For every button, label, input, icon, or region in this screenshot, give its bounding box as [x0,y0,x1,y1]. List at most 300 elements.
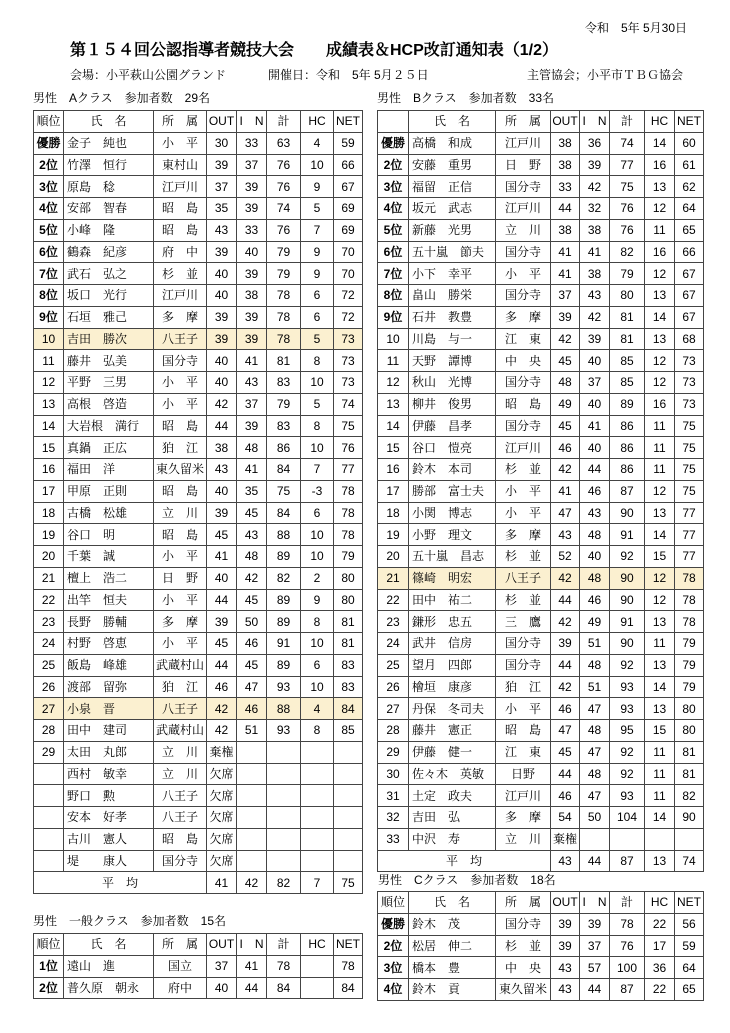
name-cell: 鈴木 本司 [409,459,496,481]
result-row [34,611,363,633]
net-score-cell: 77 [334,459,363,481]
in-score-cell: 37 [237,154,267,176]
name-cell: 川島 与一 [409,328,496,350]
affiliation-cell: 江戸川 [496,132,551,154]
affiliation-cell: 立 川 [154,763,207,785]
rank-cell: 27 [34,698,64,720]
header-row [34,111,363,133]
affiliation-cell: 江戸川 [496,785,551,807]
total-score-cell: 78 [267,955,301,977]
in-score-cell: 44 [580,459,610,481]
rank-cell: 2位 [34,977,64,999]
hc-cell: 11 [645,219,675,241]
net-score-cell: 76 [334,437,363,459]
total-score-cell: 95 [610,720,645,742]
hc-header: HC [645,111,675,133]
result-row [34,393,363,415]
affiliation-cell: 昭 島 [154,480,207,502]
total-header: 計 [610,111,645,133]
in-score-cell: 32 [580,198,610,220]
hc-cell: 10 [301,154,334,176]
hc-cell: 16 [645,241,675,263]
hc-cell: 15 [645,546,675,568]
name-cell: 普久原 朝永 [64,977,154,999]
in-score-cell: 39 [237,263,267,285]
rank-cell: 8位 [378,285,409,307]
affiliation-cell: 小 平 [154,372,207,394]
out-score-cell: 44 [207,589,237,611]
affiliation-cell: 八王子 [154,328,207,350]
name-cell: 平野 三男 [64,372,154,394]
result-row [378,676,704,698]
name-cell: 畠山 勝栄 [409,285,496,307]
affiliation-cell: 日 野 [154,567,207,589]
affiliation-cell: 日 野 [496,154,551,176]
in-score-cell: 39 [237,198,267,220]
net-score-cell [334,828,363,850]
in-score-cell: 43 [580,502,610,524]
in-score-cell: 44 [237,977,267,999]
total-score-cell: 90 [610,633,645,655]
name-header: 氏 名 [409,892,496,914]
name-cell: 小峰 隆 [64,219,154,241]
result-row [378,763,704,785]
in-score-cell: 39 [237,306,267,328]
out-score-cell: 46 [551,785,580,807]
name-cell: 金子 純也 [64,132,154,154]
rank-cell: 11 [34,350,64,372]
net-score-cell: 75 [675,480,704,502]
net-score-cell: 73 [334,328,363,350]
hc-cell: 11 [645,437,675,459]
result-row [378,241,704,263]
total-score-cell: 93 [267,676,301,698]
in-score-cell: 48 [580,763,610,785]
hc-cell [301,850,334,872]
class-b-caption: 男性 Bクラス 参加者数 33名 [377,91,554,105]
out-score-cell: 43 [207,459,237,481]
net-score-cell: 90 [675,807,704,829]
hc-cell: 14 [645,524,675,546]
total-score-cell: 81 [610,328,645,350]
result-row [378,372,704,394]
net-score-cell: 70 [334,241,363,263]
average-in: 42 [237,872,267,894]
in-score-cell: 51 [580,676,610,698]
result-row [378,567,704,589]
total-score-cell: 78 [610,913,645,935]
hc-cell: 8 [301,415,334,437]
in-score-cell: 35 [237,480,267,502]
out-score-cell: 42 [551,328,580,350]
affiliation-cell: 小 平 [154,589,207,611]
out-score-cell: 44 [551,198,580,220]
average-total: 87 [610,850,645,872]
name-cell: 小泉 晋 [64,698,154,720]
organizer: 主管協会；小平市ＴＢＧ協会 [527,68,684,82]
net-score-cell: 67 [334,176,363,198]
result-row [34,633,363,655]
in-score-cell [237,807,267,829]
rank-cell: 30 [378,763,409,785]
net-header: NET [334,111,363,133]
affiliation-cell: 昭 島 [496,393,551,415]
hc-cell: 14 [645,132,675,154]
in-score-cell: 43 [237,524,267,546]
name-cell: 橋本 豊 [409,957,496,979]
rank-cell: 5位 [378,219,409,241]
total-score-cell: 91 [610,611,645,633]
hc-cell: 7 [301,459,334,481]
out-score-cell: 44 [551,654,580,676]
result-row [34,955,363,977]
average-in: 44 [580,850,610,872]
rank-cell: 2位 [378,154,409,176]
name-cell: 福留 正信 [409,176,496,198]
hc-cell: 13 [645,176,675,198]
name-header: 氏 名 [409,111,496,133]
net-score-cell: 68 [675,328,704,350]
in-score-cell: 46 [580,589,610,611]
in-score-cell [237,763,267,785]
result-row [34,415,363,437]
out-score-cell: 42 [551,567,580,589]
net-score-cell: 81 [675,763,704,785]
name-cell: 西村 敏幸 [64,763,154,785]
in-header: I N [237,111,267,133]
name-cell: 吉田 勝次 [64,328,154,350]
out-score-cell: 40 [207,350,237,372]
out-score-cell: 46 [551,698,580,720]
out-score-cell: 棄権 [207,741,237,763]
hc-cell: 9 [301,176,334,198]
out-score-cell: 39 [207,328,237,350]
total-score-cell: 82 [610,241,645,263]
out-score-cell: 37 [207,955,237,977]
result-row [378,935,704,957]
name-cell: 望月 四郎 [409,654,496,676]
total-header: 計 [267,111,301,133]
rank-cell: 3位 [378,176,409,198]
out-score-cell: 39 [551,935,580,957]
rank-cell: 21 [378,567,409,589]
hc-cell: 6 [301,306,334,328]
hc-cell: 13 [645,654,675,676]
name-cell: 篠崎 明宏 [409,567,496,589]
out-score-cell: 33 [551,176,580,198]
out-score-cell: 棄権 [551,828,580,850]
total-score-cell: 78 [267,285,301,307]
rank-cell: 25 [378,654,409,676]
total-score-cell: 76 [610,219,645,241]
affiliation-cell: 国分寺 [154,850,207,872]
affiliation-cell: 江 東 [496,328,551,350]
out-score-cell: 39 [551,306,580,328]
result-row [378,589,704,611]
rank-cell: 10 [378,328,409,350]
result-row [34,741,363,763]
hc-cell: 12 [645,263,675,285]
rank-cell: 17 [378,480,409,502]
net-score-cell: 79 [675,676,704,698]
out-score-cell: 40 [207,372,237,394]
name-cell: 丹保 冬司夫 [409,698,496,720]
rank-cell: 7位 [34,263,64,285]
average-out: 43 [551,850,580,872]
hc-cell: 8 [301,611,334,633]
result-row [378,913,704,935]
rank-cell: 7位 [378,263,409,285]
hc-header: HC [645,892,675,914]
name-cell: 長野 勝輔 [64,611,154,633]
net-score-cell: 67 [675,306,704,328]
in-score-cell: 45 [237,502,267,524]
result-row [378,785,704,807]
result-row [34,132,363,154]
total-score-cell: 93 [610,676,645,698]
hc-cell: 12 [645,198,675,220]
result-row [378,957,704,979]
name-cell: 柳井 俊男 [409,393,496,415]
in-score-cell: 41 [237,459,267,481]
name-cell: 真鍋 正広 [64,437,154,459]
out-score-cell: 43 [551,979,580,1001]
name-cell: 甲原 正則 [64,480,154,502]
total-score-cell: 83 [267,372,301,394]
out-score-cell: 46 [551,437,580,459]
name-cell: 佐々木 英敏 [409,763,496,785]
in-score-cell: 39 [237,328,267,350]
rank-cell: 2位 [378,935,409,957]
page-title: 第１５４回公認指導者競技大会 成績表＆HCP改訂通知表（1/2） [70,42,559,59]
rank-cell: 18 [378,502,409,524]
net-score-cell: 80 [675,698,704,720]
rank-cell: 13 [34,393,64,415]
total-score-cell: 77 [610,154,645,176]
rank-cell: 24 [378,633,409,655]
out-score-cell: 48 [551,372,580,394]
average-row [34,872,363,894]
out-score-cell: 38 [551,132,580,154]
hc-cell: -3 [301,480,334,502]
result-row [34,459,363,481]
result-row [34,567,363,589]
result-row [34,154,363,176]
hc-cell: 13 [645,285,675,307]
class-b-results-table [377,110,704,872]
in-score-cell: 46 [580,480,610,502]
hc-cell: 10 [301,633,334,655]
in-score-cell: 38 [580,263,610,285]
hc-cell [301,977,334,999]
in-header: I N [580,892,610,914]
name-cell: 安本 好孝 [64,807,154,829]
rank-cell: 5位 [34,219,64,241]
out-score-cell: 40 [207,285,237,307]
total-score-cell [267,741,301,763]
rank-cell [34,828,64,850]
name-cell: 檀上 浩二 [64,567,154,589]
name-cell: 竹澤 恒行 [64,154,154,176]
out-score-cell: 38 [551,154,580,176]
rank-cell: 4位 [378,198,409,220]
net-score-cell: 61 [675,154,704,176]
net-score-cell: 78 [334,955,363,977]
net-score-cell: 80 [334,589,363,611]
hc-cell: 10 [301,372,334,394]
net-score-cell: 80 [334,567,363,589]
affiliation-cell: 小 平 [496,480,551,502]
class-a-caption: 男性 Aクラス 参加者数 29名 [33,91,210,105]
name-cell: 渡部 留弥 [64,676,154,698]
result-row [34,198,363,220]
rank-cell: 8位 [34,285,64,307]
total-score-cell: 86 [267,437,301,459]
total-score-cell: 83 [267,415,301,437]
total-score-cell: 79 [610,263,645,285]
net-score-cell: 69 [334,219,363,241]
net-score-cell: 69 [334,198,363,220]
name-cell: 石垣 雅己 [64,306,154,328]
in-score-cell: 47 [237,676,267,698]
name-cell: 五十嵐 昌志 [409,546,496,568]
result-row [378,546,704,568]
total-score-cell: 90 [610,502,645,524]
affiliation-cell: 多 摩 [496,524,551,546]
rank-cell: 12 [378,372,409,394]
affiliation-cell: 昭 島 [154,828,207,850]
name-cell: 中沢 寿 [409,828,496,850]
total-score-cell: 104 [610,807,645,829]
out-score-cell: 44 [551,763,580,785]
rank-cell: 23 [378,611,409,633]
total-score-cell: 79 [267,393,301,415]
in-score-cell: 57 [580,957,610,979]
out-score-cell: 35 [207,198,237,220]
name-cell: 小関 博志 [409,502,496,524]
net-score-cell: 83 [334,676,363,698]
name-cell: 小野 理文 [409,524,496,546]
total-score-cell: 89 [610,393,645,415]
total-score-cell: 79 [267,241,301,263]
out-score-cell: 42 [207,720,237,742]
total-score-cell: 84 [267,459,301,481]
total-score-cell: 81 [610,306,645,328]
total-score-cell: 86 [610,459,645,481]
in-score-cell: 50 [237,611,267,633]
name-cell: 鈴木 茂 [409,913,496,935]
rank-cell: 14 [378,415,409,437]
total-score-cell: 90 [610,589,645,611]
rank-header [378,111,409,133]
hc-cell: 12 [645,589,675,611]
result-row [378,807,704,829]
average-out: 41 [207,872,237,894]
out-score-cell: 40 [207,263,237,285]
affiliation-cell: 国分寺 [496,285,551,307]
average-net: 75 [334,872,363,894]
affiliation-cell: 府 中 [154,241,207,263]
total-score-cell: 76 [610,935,645,957]
affiliation-cell: 国分寺 [496,415,551,437]
rank-cell: 18 [34,502,64,524]
affiliation-cell: 江戸川 [154,285,207,307]
out-header: OUT [551,111,580,133]
affiliation-cell: 昭 島 [154,415,207,437]
in-score-cell: 41 [580,415,610,437]
out-header: OUT [551,892,580,914]
in-score-cell [580,828,610,850]
name-cell: 安藤 重男 [409,154,496,176]
total-score-cell: 74 [267,198,301,220]
net-score-cell: 83 [334,654,363,676]
rank-cell: 23 [34,611,64,633]
hc-cell: 22 [645,979,675,1001]
name-cell: 鈴木 貢 [409,979,496,1001]
out-score-cell: 39 [207,241,237,263]
general-class-results-table [33,933,363,999]
total-score-cell: 93 [610,785,645,807]
hc-cell: 16 [645,393,675,415]
in-score-cell: 48 [580,720,610,742]
rank-cell: 17 [34,480,64,502]
affiliation-cell: 国分寺 [496,633,551,655]
out-score-cell: 39 [207,502,237,524]
rank-cell [34,850,64,872]
total-score-cell [267,785,301,807]
net-score-cell: 64 [675,198,704,220]
affiliation-cell: 小 平 [154,633,207,655]
total-score-cell: 89 [267,589,301,611]
affiliation-cell: 江戸川 [496,198,551,220]
affiliation-cell: 八王子 [154,785,207,807]
affiliation-cell: 多 摩 [496,807,551,829]
result-row [378,393,704,415]
net-score-cell: 60 [675,132,704,154]
hc-cell [301,807,334,829]
rank-cell: 16 [378,459,409,481]
net-header: NET [675,111,704,133]
in-score-cell: 39 [580,328,610,350]
in-score-cell: 39 [580,913,610,935]
rank-cell: 19 [378,524,409,546]
class-c-results-table [377,891,704,1001]
hc-cell: 13 [645,698,675,720]
in-score-cell: 46 [237,633,267,655]
net-score-cell: 79 [334,546,363,568]
in-score-cell: 51 [580,633,610,655]
affiliation-header: 所 属 [154,111,207,133]
out-score-cell: 欠席 [207,785,237,807]
name-cell: 坂元 武志 [409,198,496,220]
affiliation-cell: 中 央 [496,350,551,372]
in-score-cell: 45 [237,654,267,676]
net-score-cell: 65 [675,979,704,1001]
affiliation-cell: 国分寺 [496,241,551,263]
hc-cell [645,828,675,850]
affiliation-cell: 小 平 [496,502,551,524]
result-row [34,763,363,785]
out-score-cell: 45 [551,350,580,372]
affiliation-cell: 三 鷹 [496,611,551,633]
hc-cell: 8 [301,350,334,372]
out-score-cell: 37 [551,285,580,307]
rank-cell [34,807,64,829]
affiliation-cell: 国分寺 [154,350,207,372]
rank-cell: 13 [378,393,409,415]
result-row [378,502,704,524]
name-cell: 天野 譚博 [409,350,496,372]
